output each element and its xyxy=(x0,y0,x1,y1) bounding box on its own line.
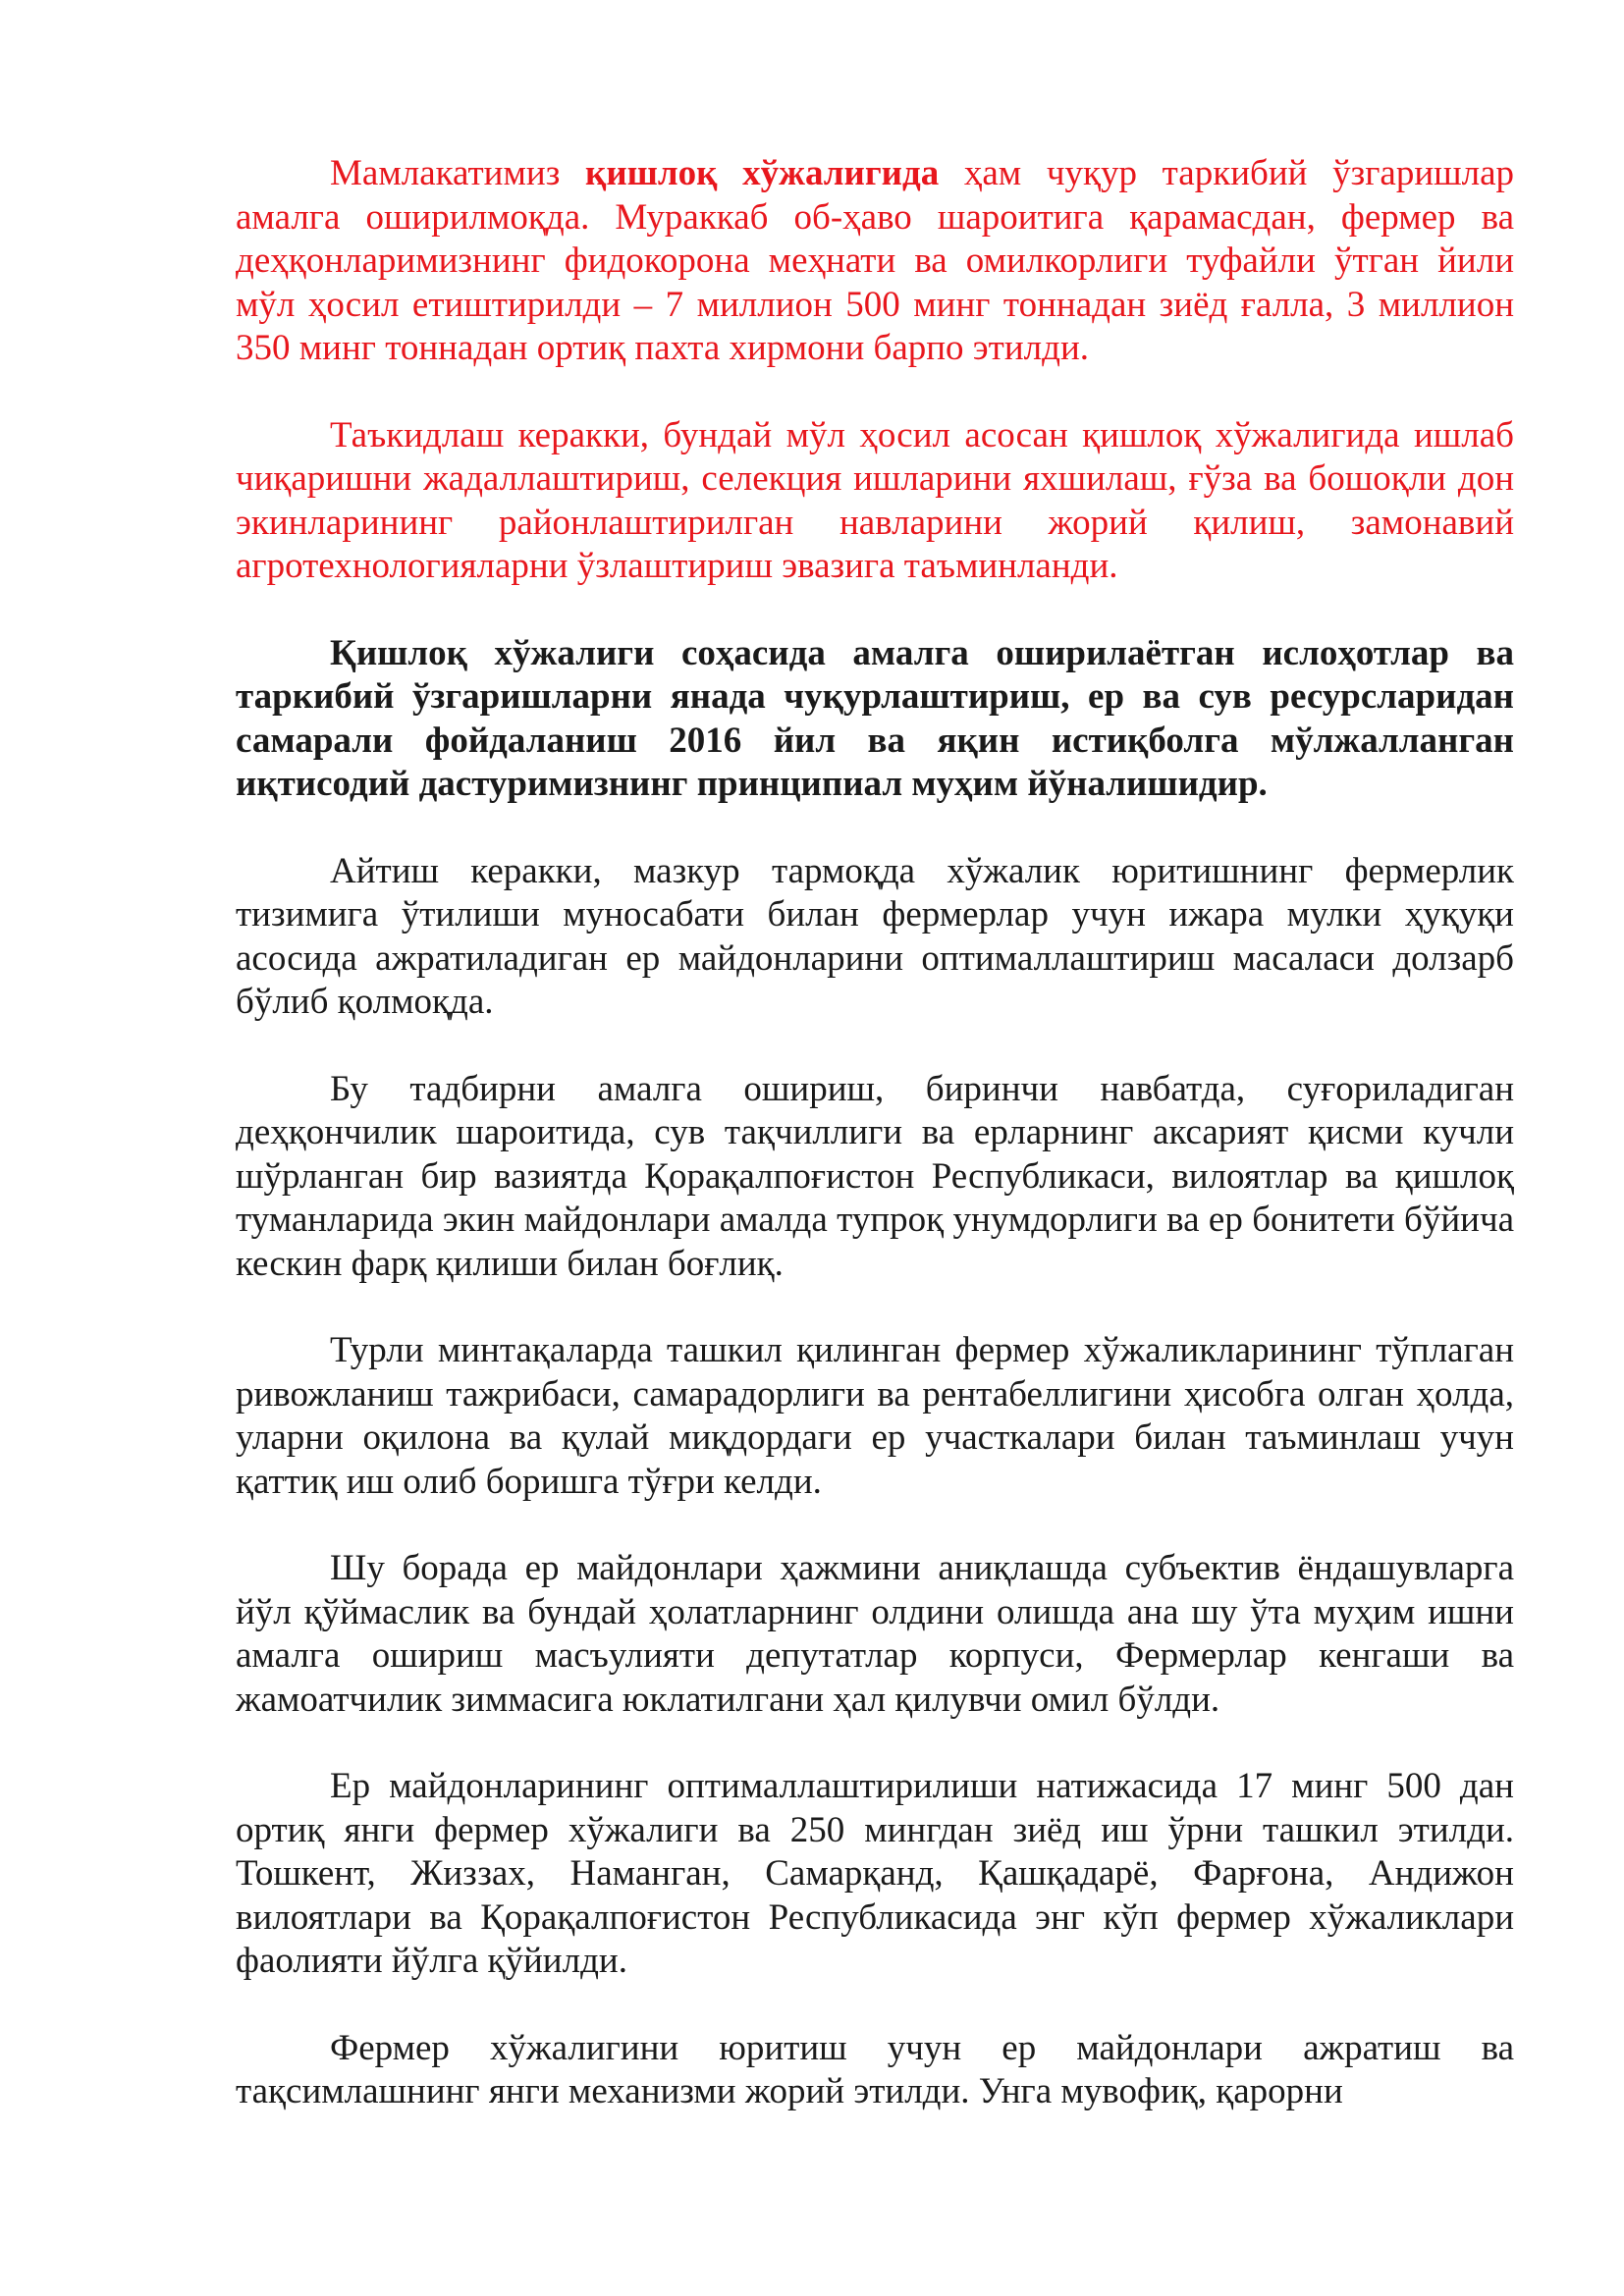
paragraph-agriculture-intro xyxy=(236,152,1514,371)
bold-phrase: қишлоқ хўжалигида xyxy=(585,153,940,193)
paragraph-results: Ер майдонларининг оптималлаштирилиши натижасида 17 минг 500 дан ортиқ янги фермер хўжалиги ва 250 мингдан зиёд иш ўрни ташкил этилди. Тошкент, Жиззах, Наманган, Самарқанд, Қашқадарё, Фарғона, Андижон вилоятлари ва Қорақалпоғистон Республикасида энг кўп фермер хўжаликлари фаолияти йўлга қўйилди. xyxy=(236,1766,1514,1981)
paragraph-irrigation-conditions: Бу тадбирни амалга ошириш, биринчи навбатда, суғориладиган деҳқончилик шароитида, сув тақчиллиги ва ерларнинг аксарият қисми кучли шўрланган бир вазиятда Қорақалпоғистон Республикаси, вилоятлар ва қишлоқ туманларида экин майдонлари амалда тупроқ унумдорлиги ва ер бонитети бўйича кескин фарқ қилиши билан боғлиқ. xyxy=(236,1068,1514,1284)
paragraph-lead: Мамлакатимиз xyxy=(330,153,585,193)
paragraph-land-optimization: Айтиш керакки, мазкур тармоқда хўжалик юритишнинг фермерлик тизимига ўтилиши муносабати билан фермерлар учун ижара мулки ҳуқуқи асосида ажратиладиган ер майдонларини оптималлаштириш масаласи долзарб бўлиб қолмоқда. xyxy=(236,850,1514,1022)
paragraph-responsibility: Шу борада ер майдонлари ҳажмини аниқлашда субъектив ёндашувларга йўл қўймаслик ва бундай ҳолатларнинг олдини олишда ана шу ўта муҳим ишни амалга ошириш масъулияти депутатлар корпуси, Фермерлар кенгаши ва жамоатчилик зиммасига юклатилгани ҳал қилувчи омил бўлди. xyxy=(236,1548,1514,1720)
paragraph-new-mechanism: Фермер хўжалигини юритиш учун ер майдонлари ажратиш ва тақсимлашнинг янги механизми жорий этилди. Унга мувофиқ, қарорни xyxy=(236,2027,1514,2111)
paragraph-harvest-reasons: Таъкидлаш керакки, бундай мўл ҳосил асосан қишлоқ хўжалигида ишлаб чиқаришни жадаллаштириш, селекция ишларини яхшилаш, ғўза ва бошоқли дон экинларининг районлаштирилган навларини жорий қилиш, замонавий агротехнологияларни ўзлаштириш эвазига таъминланди. xyxy=(236,414,1514,586)
document-page xyxy=(236,152,1514,2114)
paragraph-regional-experience: Турли минтақаларда ташкил қилинган фермер хўжаликларининг тўплаган ривожланиш тажрибаси, самарадорлиги ва рентабеллигини ҳисобга олган ҳолда, уларни оқилона ва қулай миқдордаги ер участкалари билан таъминлаш учун қаттиқ иш олиб боришга тўғри келди. xyxy=(236,1330,1514,1502)
paragraph-text: ҳам чуқур таркибий ўзгаришлар амалга оширилмоқда. Мураккаб об-ҳаво шароитига қарамасдан, фермер ва деҳқонларимизнинг фидокорона меҳнати ва омилкорлиги туфайли ўтган йили мўл ҳосил етиштирилди – 7 миллион 500 минг тоннадан зиёд ғалла, 3 миллион 350 минг тоннадан ортиқ пахта хирмони барпо этилди. xyxy=(236,153,1514,368)
paragraph-reform-priority: Қишлоқ хўжалиги соҳасида амалга оширилаётган ислоҳотлар ва таркибий ўзгаришларни янада чуқурлаштириш, ер ва сув ресурсларидан самарали фойдаланиш 2016 йил ва яқин истиқболга мўлжалланган иқтисодий дастуримизнинг принципиал муҳим йўналишидир. xyxy=(236,632,1514,804)
